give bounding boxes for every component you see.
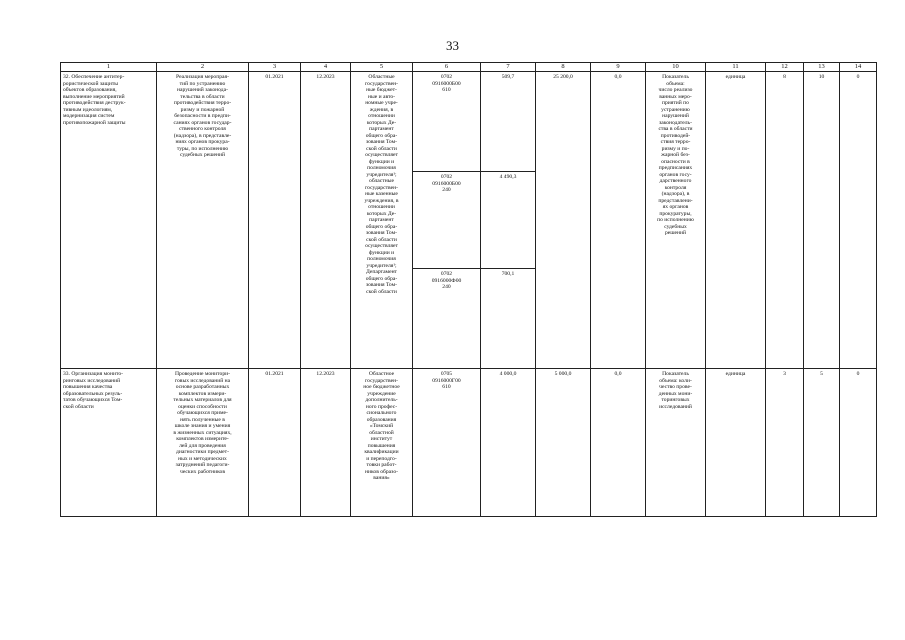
col-header-6: 6 [413,63,481,72]
start-date-cell: 01.2021 [249,72,301,369]
col-header-3: 3 [249,63,301,72]
col-header-14: 14 [840,63,877,72]
col-header-5: 5 [351,63,413,72]
budget-code-cell: 0702 0916000Б00 610 [413,72,481,172]
amount-cell: 4 000,0 [481,369,536,517]
unit-cell: единица [706,72,766,369]
total-amount-cell: 5 000,0 [536,369,591,517]
task-cell: 33. Организация монито- ринговых исследований повышения качества образовательных резуль- татов обучающихся Том- ской области [61,369,157,517]
col-header-4: 4 [301,63,351,72]
extra-amount-cell: 0,0 [591,72,646,369]
value-cell-13: 10 [804,72,840,369]
table-row [61,369,877,517]
table-row [61,72,877,172]
col-header-9: 9 [591,63,646,72]
col-header-1: 1 [61,63,157,72]
end-date-cell: 12.2023 [301,72,351,369]
extra-amount-cell: 0,0 [591,369,646,517]
value-cell-12: 3 [766,369,804,517]
value-cell-13: 5 [804,369,840,517]
value-cell-12: 8 [766,72,804,369]
end-date-cell: 12.2023 [301,369,351,517]
amount-cell: 4 490,3 [481,172,536,269]
activity-cell: Реализация меропрая- тий по устранению нарушений законода- тельства в области противодействия терро- ризму и пожарной безопасности в предпи- саниях органов государ- ственного контроля (надзора), в представле- ниях органов прокура- туры, по исполнению судебных решений [157,72,249,369]
col-header-7: 7 [481,63,536,72]
col-header-11: 11 [706,63,766,72]
col-header-12: 12 [766,63,804,72]
amount-cell: 700,1 [481,269,536,369]
header-row [61,63,877,72]
executor-cell: Областное государствен- ное бюджетное учреждение дополнитель- ного профес- сионального образования «Томский областной институт повышения квалификации и переподго- товки работ- ников образо- вания» [351,369,413,517]
amount-cell: 509,7 [481,72,536,172]
col-header-2: 2 [157,63,249,72]
col-header-8: 8 [536,63,591,72]
value-cell-14: 0 [840,72,877,369]
budget-table [60,62,877,517]
value-cell-14: 0 [840,369,877,517]
executor-cell: Областные государствен- ные бюджет- ные и авто- номные учре- ждения, в отношении которых Де- партамент общего обра- зования Том- ской области осуществляет функции и полномочия учредителя¹; областные государствен- ные казенные учреждения, в отношении которых Де- партамент общего обра- зования Том- ской области осуществляет функции и полномочия учредителя¹; Департамент общего обра- зования Том- ской области [351,72,413,369]
budget-code-cell: 0702 0916000Ф00 240 [413,269,481,369]
total-amount-cell: 25 200,0 [536,72,591,369]
budget-code-cell: 0702 0916000Б00 240 [413,172,481,269]
col-header-10: 10 [646,63,706,72]
page-number: 33 [446,38,459,53]
start-date-cell: 01.2021 [249,369,301,517]
col-header-13: 13 [804,63,840,72]
unit-cell: единица [706,369,766,517]
budget-code-cell: 0705 0916000Г00 610 [413,369,481,517]
activity-cell: Проведение монитори- говых исследований на основе разработанных комплектов измери- тельных материалов для оценки способности обучающихся приме- нять полученные в школе знания и умения в жизненных ситуациях, комплектов измерите- лей для проведения диагностики предмет- ных и методических затруднений педагоги- ческих работников [157,369,249,517]
indicator-cell: Показатель объема: число реализо ванных меро- приятий по устранению нарушений законодатель- ства в области противодей- ствия терро- ризму и по- жарной без- опасности в предписаниях органов госу- дарственного контроля (надзора), в представлени- ях органов прокуратуры, по исполнению судебных решений [646,72,706,369]
task-cell: 32. Обеспечение антитер- рористической защиты объектов образования, выполнение мероприятий противодействия деструк- тивным идеологиям, модернизация систем противопожарной защиты [61,72,157,369]
indicator-cell: Показатель объема: коли- чество прове- денных мони- торинговых исследований [646,369,706,517]
